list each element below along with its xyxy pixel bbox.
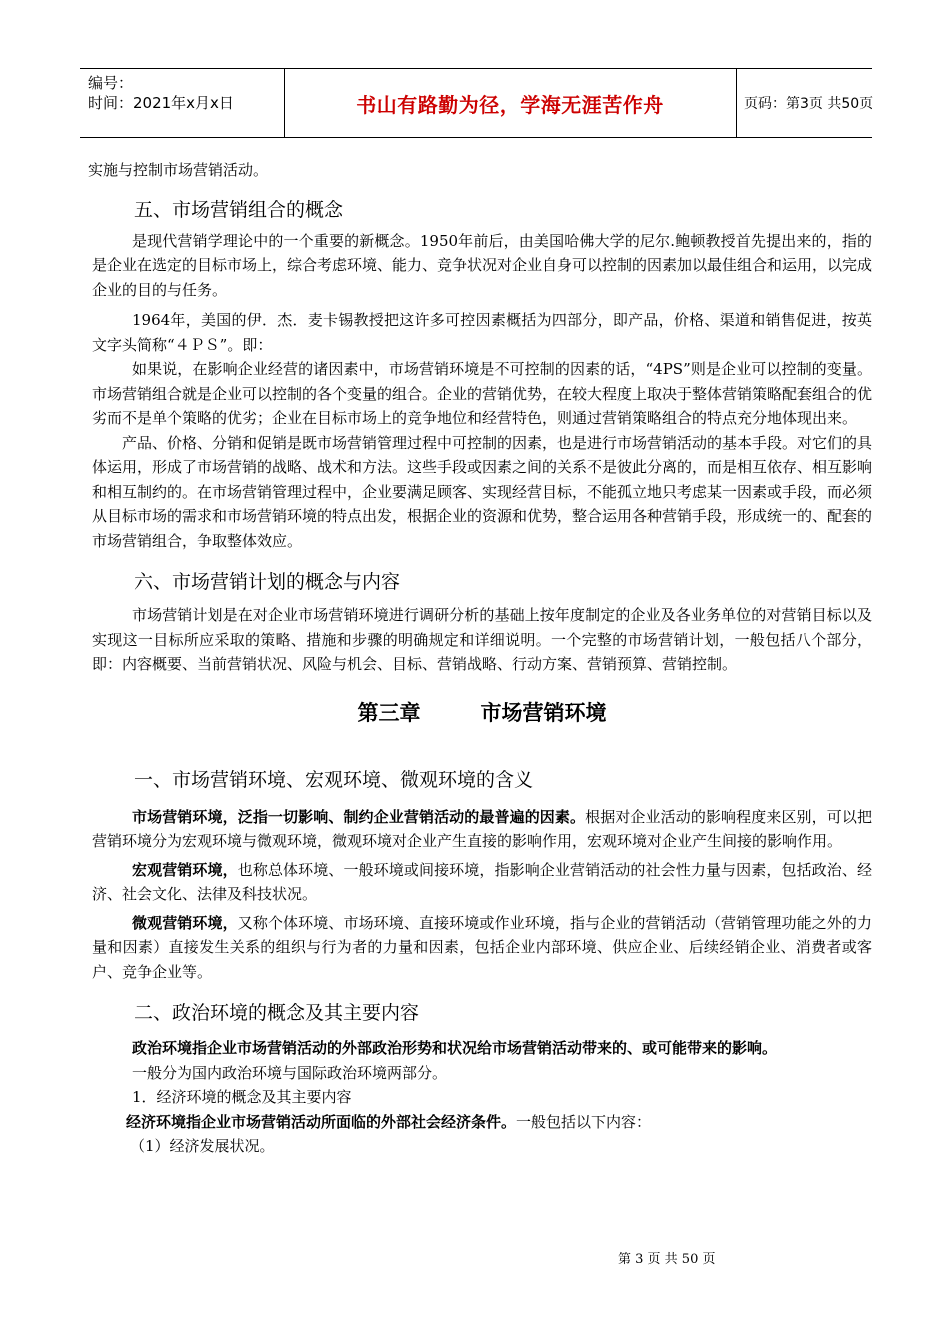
header-left-cell: [80, 69, 285, 137]
paragraph: 1964年，美国的伊．杰．麦卡锡教授把这许多可控因素概括为四部分，即产品，价格、渠道和销售促进，按英文字头简称“４ＰＳ”。即：: [92, 311, 872, 354]
page-footer: 第 3 页 共 50 页: [618, 1252, 716, 1267]
paragraph: [92, 1110, 872, 1135]
section-heading-5: 五、市场营销组合的概念: [134, 198, 344, 221]
section-heading-c3-2: 二、政治环境的概念及其主要内容: [134, 1002, 420, 1024]
paragraph: 一般分为国内政治环境与国际政治环境两部分。: [132, 1063, 448, 1082]
chapter-heading: [92, 697, 872, 729]
chapter-number: 第三章: [357, 700, 421, 725]
bold-term: 市场营销环境，泛指一切影响、制约企业营销活动的最普遍的因素。: [132, 807, 586, 826]
paragraph: 产品、价格、分销和促销是既市场营销管理过程中可控制的因素，也是进行市场营销活动的基本手段。对它们的具体运用，形成了市场营销的战略、战术和方法。这些手段或因素之间的关系不是彼此分离的，而是相互依存、相互影响和相互制约的。在市场营销管理过程中，企业要满足顾客、实现经营目标，不能孤立地只考虑某一因素或手段，而必须从目标市场的需求和市场营销环境的特点出发，根据企业的资源和优势，整合运用各种营销手段，形成统一的、配套的市场营销组合，争取整体效应。: [92, 433, 873, 550]
section-heading-c3-1: 一、市场营销环境、宏观环境、微观环境的含义: [134, 768, 534, 791]
paragraph-text: 也称总体环境、一般环境或间接环境，指影响企业营销活动的社会性力量与因素，包括政治、经济、社会文化、法律及科技状况。: [92, 860, 872, 903]
paragraph: 是现代营销学理论中的一个重要的新概念。1950年前后，由美国哈佛大学的尼尔.鲍顿教授首先提出来的，指的是企业在选定的目标市场上，综合考虑环境、能力、竞争状况对企业自身可以控制的因素加以最佳组合和运用，以完成企业的目的与任务。: [92, 231, 873, 299]
page-header: [80, 68, 872, 138]
paragraph: 市场营销计划是在对企业市场营销环境进行调研分析的基础上按年度制定的企业及各业务单位的对营销目标以及实现这一目标所应采取的策略、措施和步骤的明确规定和详细说明。一个完整的市场营销计划，一般包括八个部分，即：内容概要、当前营销状况、风险与机会、目标、营销战略、行动方案、营销预算、营销控制。: [92, 606, 872, 673]
document-date: 时间：2021年x月x日: [88, 94, 234, 112]
bold-term: 宏观营销环境，: [132, 860, 238, 879]
bold-term: 政治环境指企业市场营销活动的外部政治形势和状况给市场营销活动带来的、或可能带来的影响。: [132, 1039, 778, 1057]
paragraph: [92, 1036, 872, 1061]
paragraph: [92, 858, 872, 907]
header-motto-cell: [284, 69, 737, 137]
paragraph: （1）经济发展状况。: [130, 1137, 275, 1155]
header-page-cell: [736, 69, 872, 137]
paragraph: 实施与控制市场营销活动。: [88, 161, 269, 179]
paragraph: [92, 805, 872, 854]
header-motto: 书山有路勤为径，学海无涯苦作舟: [356, 92, 664, 117]
paragraph-text: 又称个体环境、市场环境、直接环境或作业环境，指与企业的营销活动（营销管理功能之外的力量和因素）直接发生关系的组织与行为者的力量和因素，包括企业内部环境、供应企业、后续经销企业、消费者或客户、竞争企业等。: [92, 913, 872, 981]
paragraph: 如果说，在影响企业经营的诸因素中，市场营销环境是不可控制的因素的话，“4PS”则是企业可以控制的变量。市场营销组合就是企业可以控制的各个变量的组合。企业的营销优势，在较大程度上取决于整体营销策略配套组合的优劣而不是单个策略的优劣；企业在目标市场上的竞争地位和经营特色，则通过营销策略组合的特点充分地体现出来。: [92, 360, 873, 427]
paragraph-text: 一般包括以下内容：: [516, 1112, 652, 1131]
paragraph-text: 根据对企业活动的影响程度来区别，可以把营销环境分为宏观环境与微观环境，微观环境对企业产生直接的影响作用，宏观环境对企业产生间接的影响作用。: [92, 807, 872, 850]
chapter-title: 市场营销环境: [480, 700, 607, 725]
bold-term: 经济环境指企业市场营销活动所面临的外部社会经济条件。: [126, 1112, 517, 1131]
bold-term: 微观营销环境，: [132, 913, 238, 932]
document-body: [88, 158, 873, 1159]
header-page-info: 页码：第3页 共50页: [744, 96, 874, 112]
paragraph: [92, 911, 872, 985]
paragraph: 1．经济环境的概念及其主要内容: [132, 1088, 352, 1106]
section-heading-6: 六、市场营销计划的概念与内容: [134, 571, 401, 593]
document-number-label: 编号：: [88, 74, 134, 92]
